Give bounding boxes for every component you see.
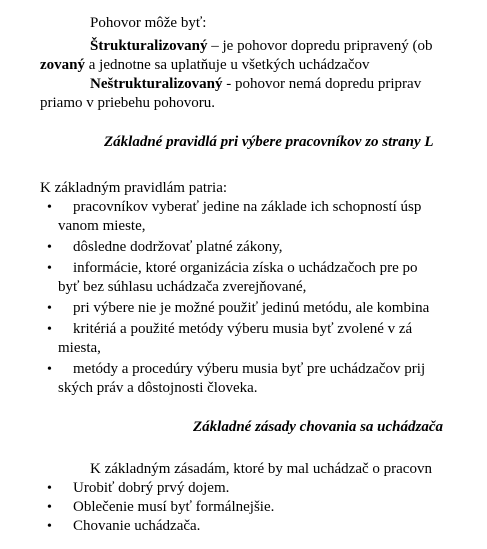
conduct-item-3: Chovanie uchádzača. — [73, 518, 201, 534]
bullet-icon: • — [47, 322, 52, 337]
structured-description-tail: a jednotne sa uplatňuje u všetkých uchádzačov — [85, 57, 370, 73]
unstructured-term: Neštrukturalizovaný — [90, 76, 223, 92]
bullet-icon: • — [47, 200, 52, 215]
unstructured-description: - pohovor nemá dopredu priprav — [222, 76, 422, 92]
structured-term-tail: zovaný — [40, 57, 85, 73]
structured-term: Štrukturalizovaný — [90, 38, 208, 54]
bullet-icon: • — [47, 519, 52, 534]
structured-definition-continued — [40, 56, 369, 75]
rule-item-6-cont: ských práv a dôstojnosti človeka. — [58, 380, 258, 396]
rule-item-4: pri výbere nie je možné použiť jedinú metódu, ale kombina — [73, 300, 430, 316]
rule-item-6: metódy a procedúry výberu musia byť pre uchádzačov prij — [73, 361, 426, 377]
unstructured-definition — [90, 75, 421, 94]
rule-item-2: dôsledne dodržovať platné zákony, — [73, 239, 283, 255]
rules-lead: K základným pravidlám patria: — [40, 180, 228, 196]
rule-item-1-cont: vanom mieste, — [58, 218, 146, 234]
conduct-item-2: Oblečenie musí byť formálnejšie. — [73, 499, 275, 515]
intro-line: Pohovor môže byť: — [90, 15, 207, 31]
unstructured-definition-continued: priamo v priebehu pohovoru. — [40, 95, 215, 111]
bullet-icon: • — [47, 362, 52, 377]
conduct-lead: K základným zásadám, ktoré by mal uchádzač o pracovn — [90, 461, 432, 477]
rule-item-1: pracovníkov vyberať jedine na základe ich schopností úsp — [73, 199, 422, 215]
section-heading-rules: Základné pravidlá pri výbere pracovníkov zo strany L — [104, 134, 434, 150]
structured-description: – je pohovor dopredu pripravený (ob — [207, 38, 433, 54]
rule-item-3: informácie, ktoré organizácia získa o uchádzačoch pre po — [73, 260, 418, 276]
bullet-icon: • — [47, 481, 52, 496]
rule-item-3-cont: byť bez súhlasu uchádzača zverejňované, — [58, 279, 307, 295]
bullet-icon: • — [47, 261, 52, 276]
bullet-icon: • — [47, 500, 52, 515]
bullet-icon: • — [47, 301, 52, 316]
bullet-icon: • — [47, 240, 52, 255]
structured-definition — [90, 37, 432, 56]
rule-item-5-cont: miesta, — [58, 340, 101, 356]
conduct-item-1: Urobiť dobrý prvý dojem. — [73, 480, 230, 496]
section-heading-conduct: Základné zásady chovania sa uchádzača — [193, 419, 444, 435]
rule-item-5: kritériá a použité metódy výberu musia byť zvolené v zá — [73, 321, 413, 337]
